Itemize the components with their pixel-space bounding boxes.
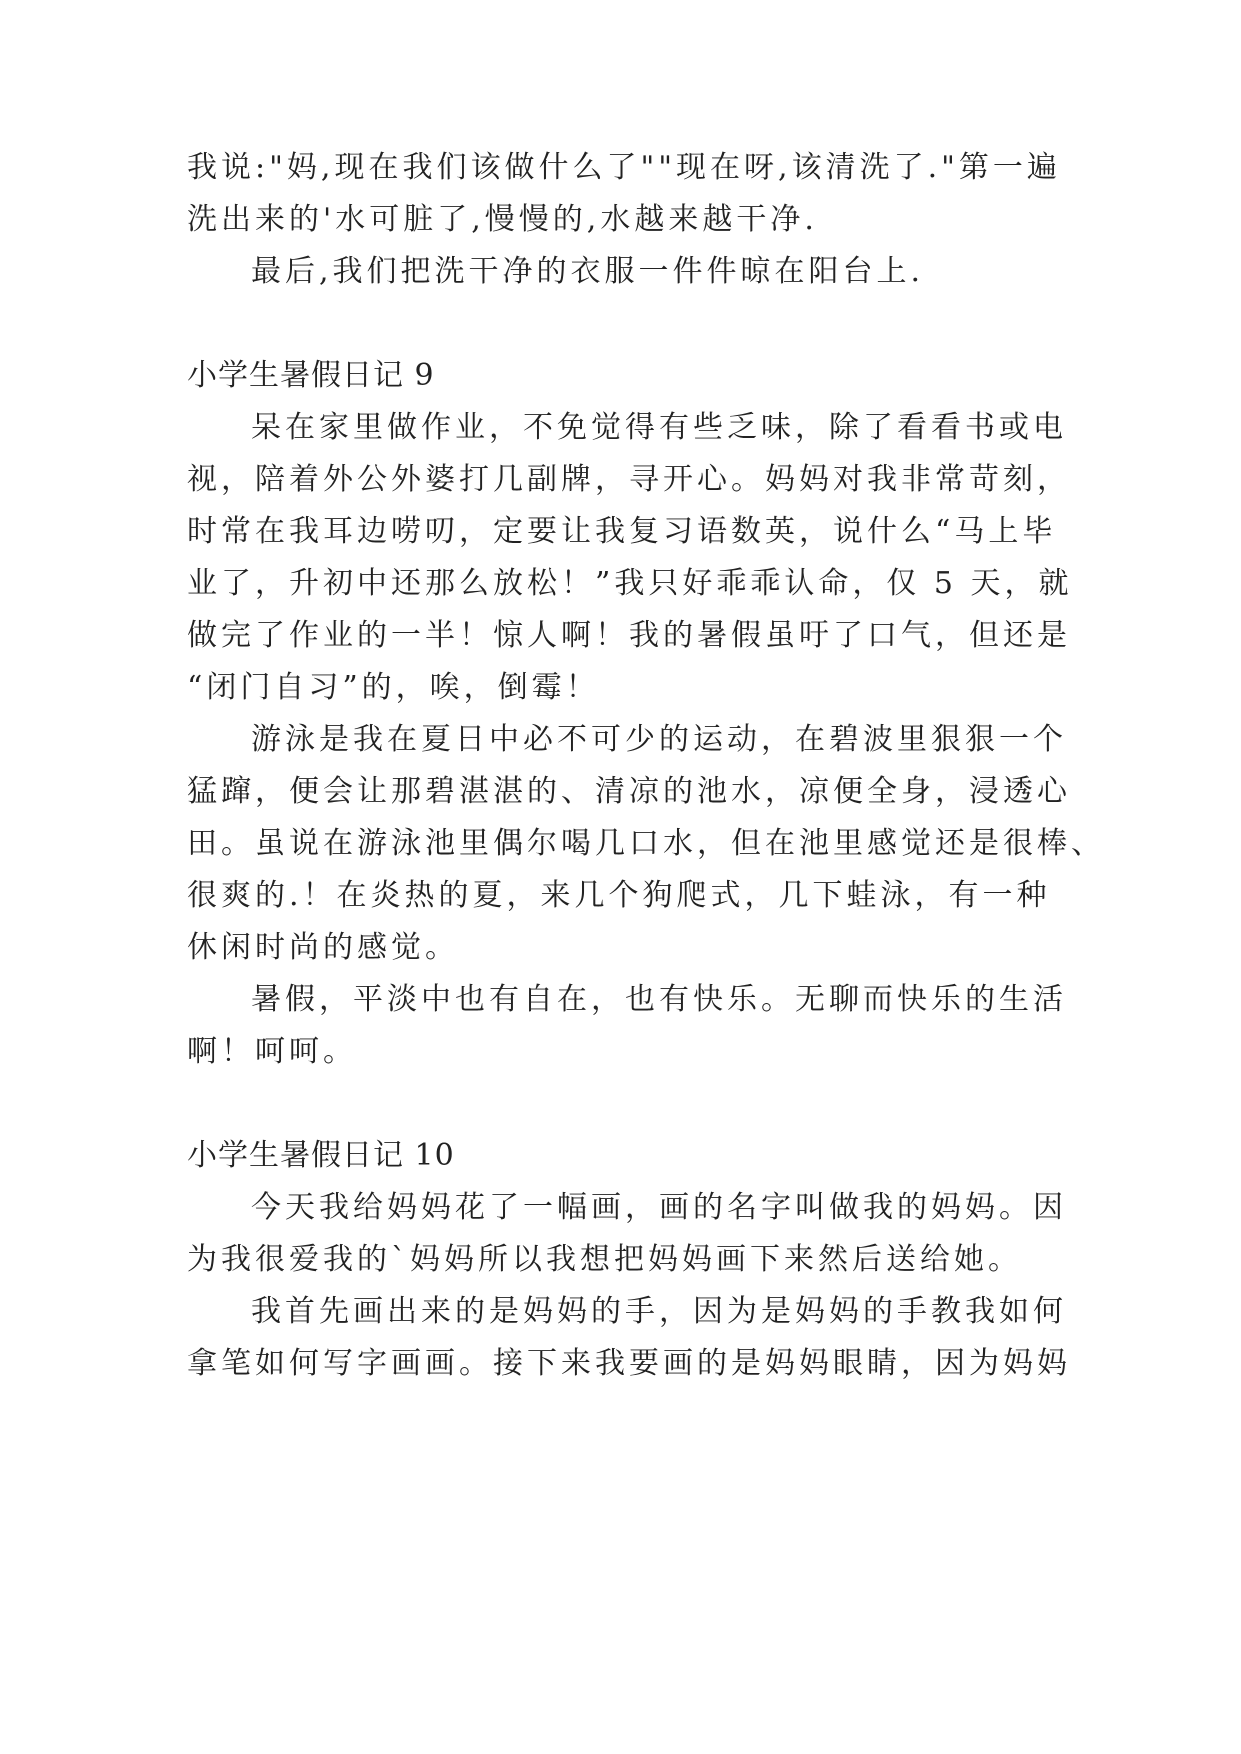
section-title: 小学生暑假日记 9 bbox=[187, 358, 435, 393]
section-title: 小学生暑假日记 10 bbox=[187, 1138, 455, 1173]
paragraph-line: 休闲时尚的感觉。 bbox=[187, 930, 459, 965]
paragraph-line: 洗出来的'水可脏了,慢慢的,水越来越干净. bbox=[187, 202, 818, 237]
paragraph-line: 做完了作业的一半！惊人啊！我的暑假虽吁了口气，但还是 bbox=[187, 618, 1071, 653]
paragraph-line: 我首先画出来的是妈妈的手，因为是妈妈的手教我如何 bbox=[251, 1294, 1067, 1329]
paragraph-line: 业了，升初中还那么放松！”我只好乖乖认命，仅 5 天，就 bbox=[187, 566, 1073, 601]
paragraph-line: 呆在家里做作业，不免觉得有些乏味，除了看看书或电 bbox=[251, 410, 1067, 445]
paragraph-line: 啊！呵呵。 bbox=[187, 1034, 357, 1069]
paragraph-line: 视，陪着外公外婆打几副牌，寻开心。妈妈对我非常苛刻， bbox=[187, 462, 1071, 497]
paragraph-line: “闭门自习”的，唉，倒霉！ bbox=[187, 670, 600, 705]
paragraph-line: 为我很爱我的`妈妈所以我想把妈妈画下来然后送给她。 bbox=[187, 1242, 1022, 1277]
paragraph-line: 很爽的.！在炎热的夏，来几个狗爬式，几下蛙泳，有一种 bbox=[187, 878, 1051, 913]
paragraph-line: 猛蹿，便会让那碧湛湛的、清凉的池水，凉便全身，浸透心 bbox=[187, 774, 1071, 809]
paragraph-line: 田。虽说在游泳池里偶尔喝几口水，但在池里感觉还是很棒、 bbox=[187, 826, 1105, 861]
paragraph-line: 最后,我们把洗干净的衣服一件件晾在阳台上. bbox=[251, 254, 925, 289]
paragraph-line: 拿笔如何写字画画。接下来我要画的是妈妈眼睛，因为妈妈 bbox=[187, 1346, 1071, 1381]
paragraph-line: 暑假，平淡中也有自在，也有快乐。无聊而快乐的生活 bbox=[251, 982, 1067, 1017]
paragraph-line: 游泳是我在夏日中必不可少的运动，在碧波里狠狠一个 bbox=[251, 722, 1067, 757]
paragraph-line: 时常在我耳边唠叨，定要让我复习语数英，说什么“马上毕 bbox=[187, 514, 1057, 549]
paragraph-line: 我说:"妈,现在我们该做什么了""现在呀,该清洗了."第一遍 bbox=[187, 150, 1061, 185]
paragraph-line: 今天我给妈妈花了一幅画，画的名字叫做我的妈妈。因 bbox=[251, 1190, 1067, 1225]
